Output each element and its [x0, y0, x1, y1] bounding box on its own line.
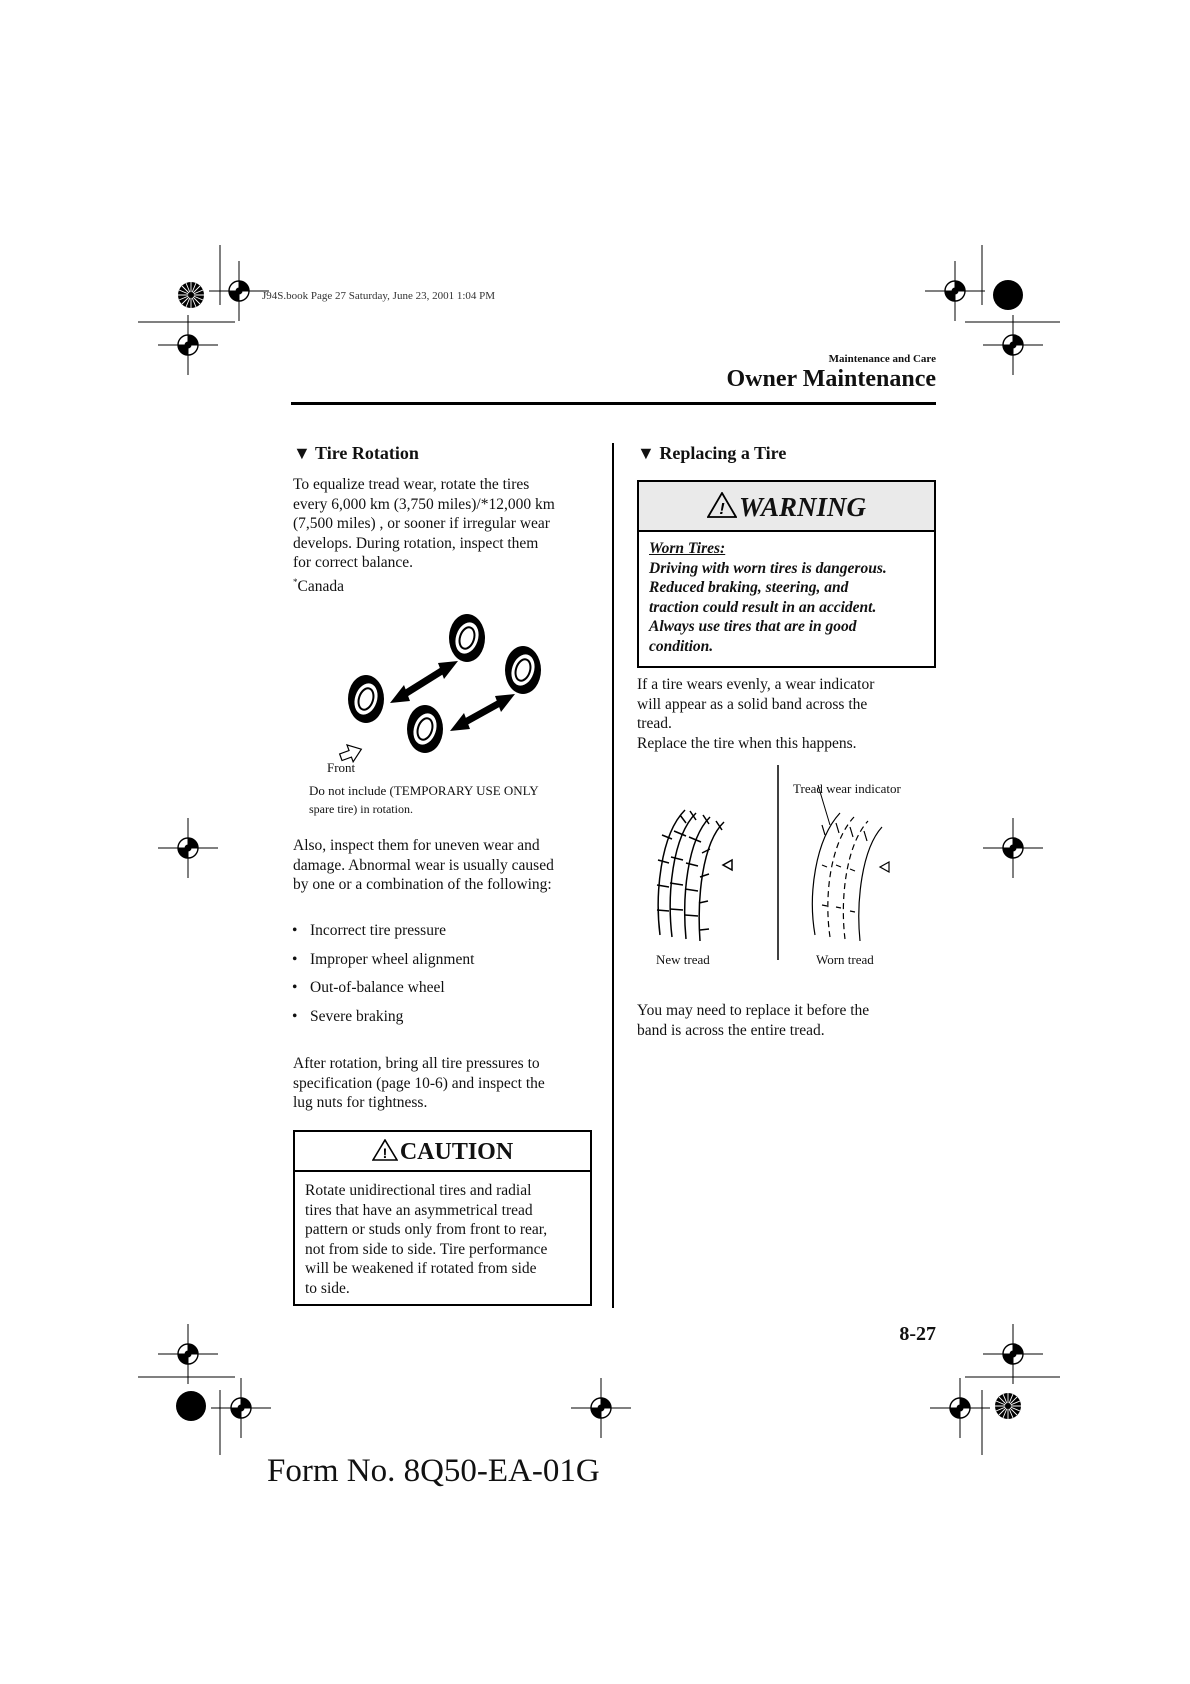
- text-line: not from side to side. Tire performance: [305, 1240, 548, 1258]
- double-arrow-icon: [450, 694, 515, 731]
- tire-rotation-diagram: [320, 605, 560, 775]
- registration-cross-icon: [158, 818, 218, 878]
- tire-rotation-heading: [293, 443, 419, 464]
- text-line: pattern or studs only from front to rear,: [305, 1221, 548, 1239]
- print-info: J94S.book Page 27 Saturday, June 23, 2001 1:04 PM: [262, 290, 496, 302]
- column-divider: [612, 443, 614, 1308]
- registration-cross-icon: [209, 261, 269, 321]
- after-rotation-paragraph: [293, 1054, 545, 1113]
- inspect-paragraph: [293, 836, 554, 895]
- replacing-tire-heading: [637, 443, 786, 464]
- text-line: condition.: [649, 637, 714, 655]
- caution-title: CAUTION: [399, 1139, 514, 1165]
- text-line: After rotation, bring all tire pressures to: [293, 1055, 540, 1072]
- text-line: for correct balance.: [293, 554, 414, 572]
- svg-text:!: !: [382, 1145, 388, 1161]
- triangle-down-icon: ▼: [293, 443, 311, 463]
- registration-starburst-icon: [995, 1393, 1021, 1419]
- text-line: damage. Abnormal wear is usually caused: [293, 856, 554, 874]
- text-line: Reduced braking, steering, and: [649, 579, 849, 597]
- warning-triangle-icon: [372, 1139, 398, 1161]
- wear-indicator-paragraph: [637, 675, 874, 753]
- section-label: Maintenance and Care: [828, 353, 936, 365]
- text-line: develops. During rotation, inspect them: [293, 534, 539, 552]
- worn-tread-illustration: [812, 785, 889, 941]
- svg-text:!: !: [719, 501, 725, 518]
- form-number: Form No. 8Q50-EA-01G: [267, 1453, 600, 1489]
- text-line: Also, inspect them for uneven wear and: [293, 837, 540, 854]
- text-line: lug nuts for tightness.: [293, 1094, 428, 1112]
- warning-body: [639, 532, 934, 665]
- registration-starburst-icon: [178, 282, 204, 308]
- tire-icon: [505, 646, 541, 694]
- warning-subtitle: Worn Tires:: [649, 540, 726, 557]
- footnote-text: Canada: [297, 578, 344, 596]
- caption-line: Do not include (TEMPORARY USE ONLY: [309, 783, 539, 798]
- list-item: • Out-of-balance wheel: [290, 978, 474, 998]
- registration-cross-icon: [158, 1324, 218, 1384]
- page-title: Owner Maintenance: [726, 366, 936, 392]
- text-line: To equalize tread wear, rotate the tires: [293, 476, 530, 493]
- registration-cross-icon: [983, 1324, 1043, 1384]
- page-number: 8-27: [899, 1323, 936, 1345]
- registration-cross-icon: [158, 315, 218, 375]
- list-item: • Severe braking: [290, 1007, 474, 1027]
- tire-icon: [449, 614, 485, 662]
- tire-icon: [348, 675, 384, 723]
- rotation-caption: [309, 782, 539, 818]
- registration-cross-icon: [925, 261, 985, 321]
- new-tread-illustration: [657, 810, 732, 941]
- closing-paragraph: [637, 1001, 869, 1040]
- warning-box: [637, 480, 936, 668]
- front-label: Front: [327, 760, 356, 775]
- triangle-down-icon: ▼: [637, 443, 655, 463]
- text-line: Replace the tire when this happens.: [637, 734, 857, 752]
- text-line: will appear as a solid band across the: [637, 695, 868, 713]
- tire-rotation-intro: [293, 475, 555, 597]
- caution-header: [295, 1132, 590, 1172]
- text-line: You may need to replace it before the: [637, 1002, 870, 1019]
- text-line: Always use tires that are in good: [649, 618, 857, 636]
- text-line: (7,500 miles) , or sooner if irregular wear: [293, 515, 550, 533]
- new-tread-label: New tread: [656, 952, 710, 967]
- tread-wear-indicator-label: Tread wear indicator: [793, 781, 901, 796]
- registration-cross-icon: [930, 1378, 990, 1438]
- text-line: by one or a combination of the following:: [293, 876, 552, 894]
- text-line: traction could result in an accident.: [649, 598, 877, 616]
- warning-title: WARNING: [738, 492, 867, 522]
- caution-box: [293, 1130, 592, 1306]
- replacing-tire-heading-text: Replacing a Tire: [659, 443, 787, 463]
- text-line: tread.: [637, 715, 672, 733]
- text-line: If a tire wears evenly, a wear indicator: [637, 676, 875, 693]
- text-line: Rotate unidirectional tires and radial: [305, 1182, 532, 1199]
- text-line: tires that have an asymmetrical tread: [305, 1201, 533, 1219]
- wear-causes-list: [290, 921, 474, 1035]
- list-item: • Incorrect tire pressure: [290, 921, 474, 941]
- title-rule: [291, 402, 936, 405]
- registration-cross-icon: [571, 1378, 631, 1438]
- caption-line: spare tire) in rotation.: [309, 802, 413, 816]
- registration-cross-icon: [983, 818, 1043, 878]
- footnote-mark: *: [293, 576, 298, 587]
- worn-tread-label: Worn tread: [816, 952, 874, 967]
- text-line: specification (page 10-6) and inspect the: [293, 1074, 545, 1092]
- registration-cross-icon: [983, 315, 1043, 375]
- tire-rotation-heading-text: Tire Rotation: [315, 443, 419, 463]
- list-item: • Improper wheel alignment: [290, 950, 474, 970]
- text-line: will be weakened if rotated from side: [305, 1260, 537, 1278]
- double-arrow-icon: [390, 661, 458, 703]
- warning-header: [639, 482, 934, 532]
- caution-body: [295, 1172, 590, 1308]
- text-line: to side.: [305, 1279, 350, 1297]
- text-line: Driving with worn tires is dangerous.: [649, 559, 887, 577]
- warning-triangle-icon: [707, 492, 737, 518]
- text-line: every 6,000 km (3,750 miles)/*12,000 km: [293, 495, 555, 513]
- tire-icon: [407, 705, 443, 753]
- footnote: [293, 573, 555, 597]
- text-line: band is across the entire tread.: [637, 1021, 825, 1039]
